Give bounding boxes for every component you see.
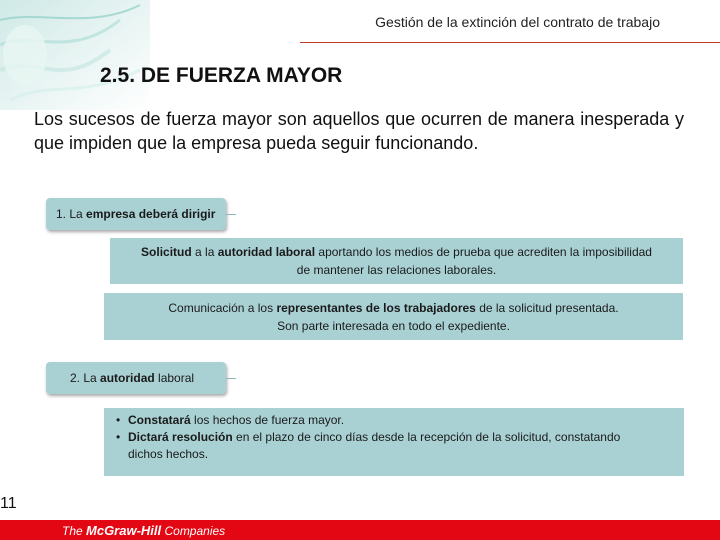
- logo-post: Companies: [161, 524, 226, 538]
- item-2-bold: Dictará resolución: [128, 430, 233, 444]
- item-1-text: los hechos de fuerza mayor.: [190, 413, 345, 427]
- step-2-prefix: 2. La: [70, 371, 101, 385]
- communication-text-2: de la solicitud presentada.: [475, 301, 619, 315]
- page-number: 11: [0, 495, 17, 512]
- document-header-title: Gestión de la extinción del contrato de trabajo: [375, 14, 660, 30]
- step-2-suffix: laboral: [154, 371, 195, 385]
- request-box: [110, 238, 683, 284]
- logo-brand: McGraw-Hill: [86, 523, 162, 538]
- request-bold: Solicitud: [141, 245, 192, 259]
- step-1-bold: empresa deberá dirigir: [86, 207, 216, 221]
- authority-bold: autoridad laboral: [217, 245, 316, 259]
- communication-line-2: Son parte interesada en todo el expediente.: [277, 319, 510, 333]
- connector-line: [226, 214, 236, 215]
- section-title: 2.5. DE FUERZA MAYOR: [100, 64, 343, 87]
- step-2-bold: autoridad: [100, 371, 155, 385]
- list-item: [128, 429, 684, 463]
- intro-paragraph: Los sucesos de fuerza mayor son aquellos que ocurren de manera inesperada y que impiden que la empresa pueda seguir funcionando.: [34, 109, 684, 153]
- step-1-prefix: 1. La: [56, 207, 87, 221]
- step-1-label: [46, 198, 226, 230]
- request-line-2: de mantener las relaciones laborales.: [296, 263, 497, 277]
- request-text-2: aportando los medios de prueba que acrediten la imposibilidad: [315, 245, 652, 259]
- item-2-line-2: dichos hechos.: [128, 447, 209, 461]
- logo-pre: The: [62, 524, 87, 538]
- step-2-label: [46, 362, 226, 394]
- connector-line: [226, 378, 236, 379]
- header-divider: [300, 42, 720, 43]
- communication-text: Comunicación a los: [168, 301, 277, 315]
- publisher-logo: [62, 523, 225, 538]
- authority-actions-box: [104, 408, 684, 476]
- list-item: [128, 412, 684, 429]
- item-1-bold: Constatará: [128, 413, 191, 427]
- decorative-swirl-graphic: [0, 0, 150, 110]
- communication-box: [104, 293, 683, 340]
- item-2-text: en el plazo de cinco días desde la recepción de la solicitud, constatando: [232, 430, 621, 444]
- representatives-bold: representantes de los trabajadores: [276, 301, 476, 315]
- request-text: a la: [191, 245, 218, 259]
